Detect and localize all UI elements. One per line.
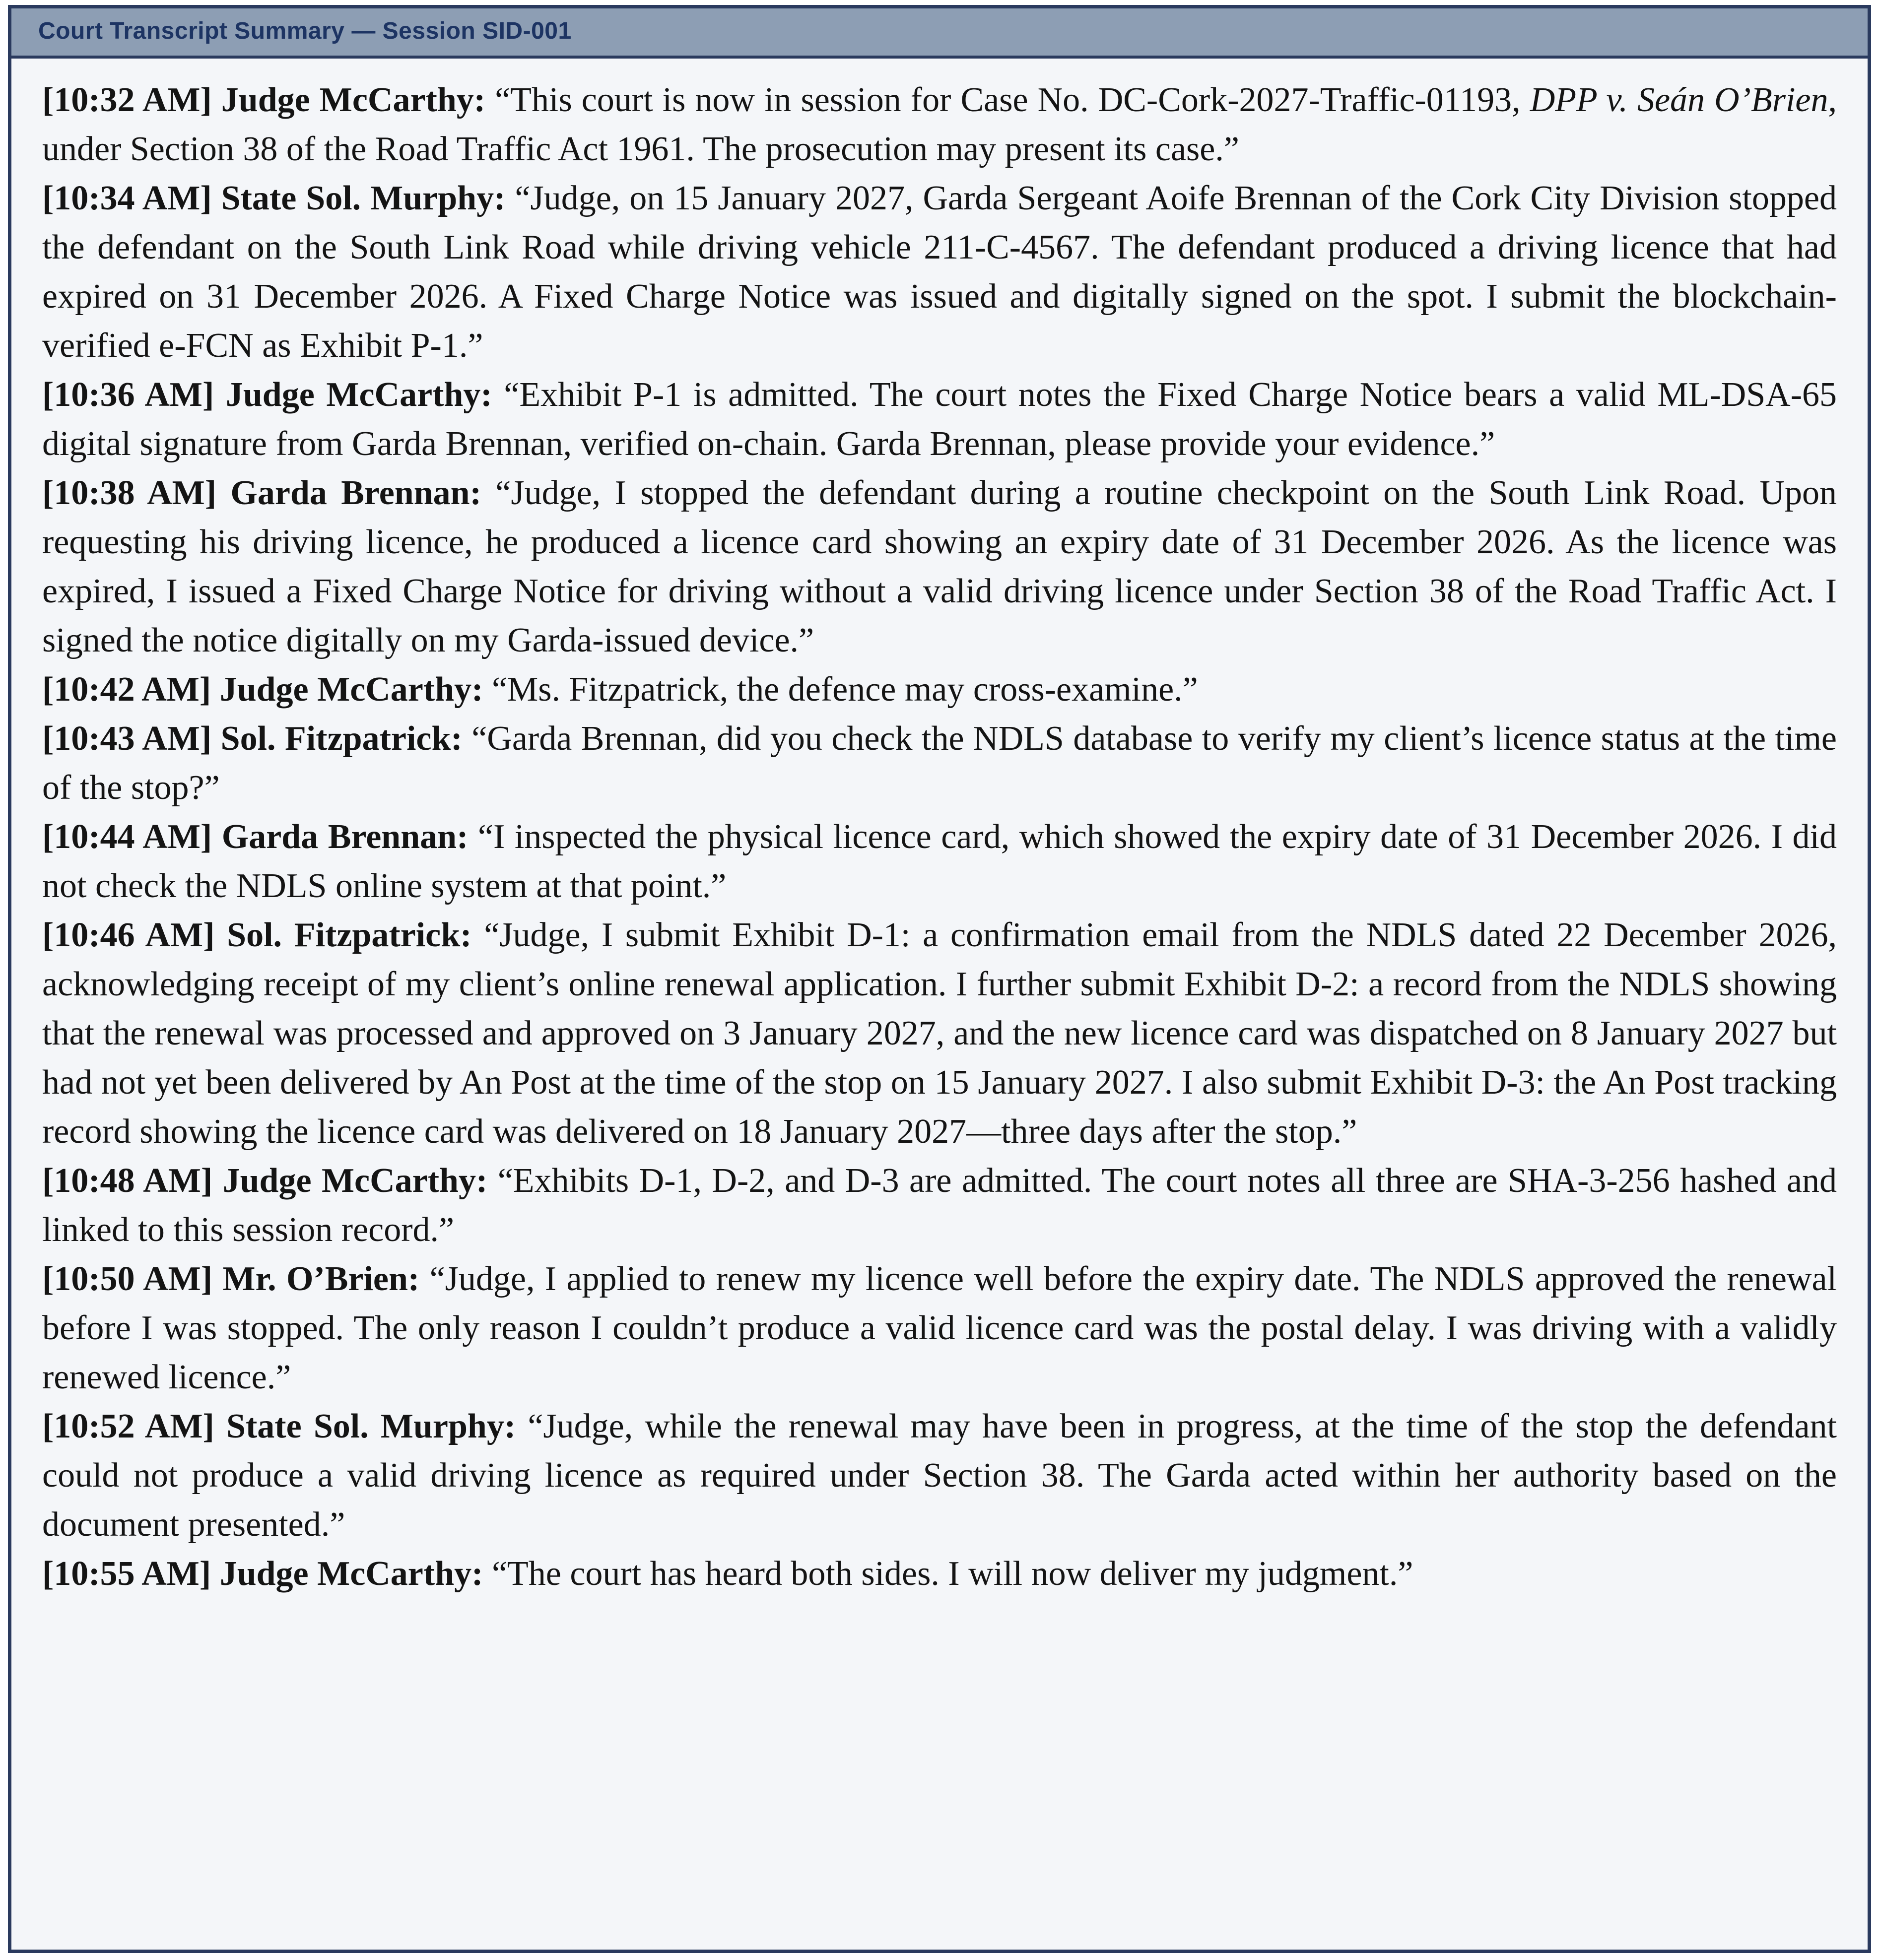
entry-speaker: [10:38 AM] Garda Brennan: xyxy=(42,474,481,512)
entry-speaker: [10:43 AM] Sol. Fitzpatrick: xyxy=(42,719,463,758)
transcript-entry xyxy=(42,75,1837,174)
entry-text: “Judge, on 15 January 2027, Garda Sergeant Aoife Brennan of the Cork City Division stopped the defendant on the South Link Road while driving vehicle 211-C-4567. The defendant produced a driving licence that had expired on 31 December 2026. A Fixed Charge Notice was issued and digitally signed on the spot. I submit the blockchain-verified e-FCN as Exhibit P-1.” xyxy=(42,179,1837,365)
transcript-entry xyxy=(42,812,1837,911)
entry-text-italic: DPP v. Seán O’Brien xyxy=(1530,81,1828,119)
entry-text: “I inspected the physical licence card, which showed the expiry date of 31 December 2026. I did not check the NDLS online system at that point.” xyxy=(42,818,1837,905)
entry-text: “Judge, I stopped the defendant during a routine checkpoint on the South Link Road. Upon requesting his driving licence, he produced a licence card showing an expiry date of 31 December 2026. As the licence was expired, I issued a Fixed Charge Notice for driving without a valid driving licence under Section 38 of the Road Traffic Act. I signed the notice digitally on my Garda-issued device.” xyxy=(42,474,1837,659)
entry-speaker: [10:34 AM] State Sol. Murphy: xyxy=(42,179,506,217)
transcript-entry xyxy=(42,1549,1837,1598)
transcript-entry xyxy=(42,1402,1837,1549)
entry-speaker: [10:44 AM] Garda Brennan: xyxy=(42,818,469,856)
entry-text: “The court has heard both sides. I will now deliver my judgment.” xyxy=(483,1555,1413,1593)
transcript-entry xyxy=(42,468,1837,665)
entry-speaker: [10:46 AM] Sol. Fitzpatrick: xyxy=(42,916,472,954)
entry-text: “Judge, I submit Exhibit D-1: a confirmation email from the NDLS dated 22 December 2026, acknowledging receipt of my client’s online renewal application. I further submit Exhibit D-2: a record from the NDLS showing that the renewal was processed and approved on 3 January 2027, and the new licence card was dispatched on 8 January 2027 but had not yet been delivered by An Post at the time of the stop on 15 January 2027. I also submit Exhibit D-3: the An Post tracking record showing the licence card was delivered on 18 January 2027—three days after the stop.” xyxy=(42,916,1837,1151)
entry-speaker: [10:52 AM] State Sol. Murphy: xyxy=(42,1407,516,1445)
entry-text: “Garda Brennan, did you check the NDLS database to verify my client’s licence status at the time of the stop?” xyxy=(42,719,1837,807)
entry-speaker: [10:55 AM] Judge McCarthy: xyxy=(42,1555,483,1593)
transcript-entry xyxy=(42,911,1837,1156)
transcript-entry xyxy=(42,714,1837,812)
transcript-entry xyxy=(42,665,1837,714)
title-bar xyxy=(11,8,1868,59)
entry-speaker: [10:50 AM] Mr. O’Brien: xyxy=(42,1260,420,1298)
entry-speaker: [10:48 AM] Judge McCarthy: xyxy=(42,1162,488,1200)
transcript-body xyxy=(11,59,1868,1950)
entry-text: “This court is now in session for Case No. DC-Cork-2027-Traffic-01193, xyxy=(485,81,1530,119)
transcript-entry xyxy=(42,370,1837,468)
entry-text: “Exhibits D-1, D-2, and D-3 are admitted. The court notes all three are SHA-3-256 hashed and linked to this session record.” xyxy=(42,1162,1837,1249)
page-title: Court Transcript Summary — Session SID-001 xyxy=(38,18,572,44)
transcript-entry xyxy=(42,174,1837,370)
entry-text: “Judge, while the renewal may have been in progress, at the time of the stop the defendant could not produce a valid driving licence as required under Section 38. The Garda acted within her authority based on the document presented.” xyxy=(42,1407,1837,1544)
transcript-entry xyxy=(42,1254,1837,1402)
transcript-entry xyxy=(42,1156,1837,1254)
entry-text: “Judge, I applied to renew my licence well before the expiry date. The NDLS approved the renewal before I was stopped. The only reason I couldn’t produce a valid licence card was the postal delay. I was driving with a validly renewed licence.” xyxy=(42,1260,1837,1396)
entry-text: , under Section 38 of the Road Traffic Act 1961. The prosecution may present its case.” xyxy=(42,81,1837,168)
entry-speaker: [10:32 AM] Judge McCarthy: xyxy=(42,81,486,119)
entry-speaker: [10:42 AM] Judge McCarthy: xyxy=(42,670,483,709)
entry-text: “Exhibit P-1 is admitted. The court notes the Fixed Charge Notice bears a valid ML-DSA-65 digital signature from Garda Brennan, verified on-chain. Garda Brennan, please provide your evidence.” xyxy=(42,376,1837,463)
entry-speaker: [10:36 AM] Judge McCarthy: xyxy=(42,376,492,414)
entry-text: “Ms. Fitzpatrick, the defence may cross-examine.” xyxy=(483,670,1198,709)
document-frame xyxy=(8,5,1871,1953)
